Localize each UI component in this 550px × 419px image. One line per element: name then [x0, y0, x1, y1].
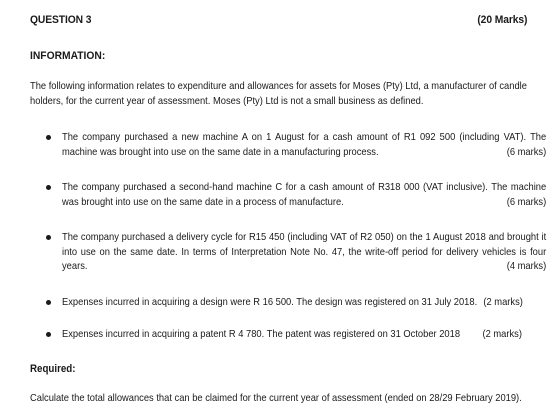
- required-heading: Required:: [30, 363, 76, 375]
- list-item-text: [62, 131, 546, 160]
- bullet-icon: [46, 185, 51, 190]
- list-item-text: [62, 181, 546, 210]
- question-title: QUESTION 3: [30, 14, 92, 26]
- item-marks: (6 marks): [506, 146, 547, 158]
- question-total-marks: (20 Marks): [477, 14, 527, 26]
- item-description: The company purchased a delivery cycle for R15 450 (including VAT of R2 050) on the 1 August 2018 and brought it into use on the same date. In terms of Interpretation Note No. 47, the write-off period for delivery vehicles is four years.: [62, 232, 547, 272]
- item-description: The company purchased a second-hand machine C for a cash amount of R318 000 (VAT inclusive). The machine was brought into use on the same date in a process of manufacture.: [62, 182, 547, 208]
- item-marks: (2 marks): [483, 297, 523, 308]
- item-marks: (6 marks): [506, 196, 547, 208]
- item-description: Expenses incurred in acquiring a patent R 4 780. The patent was registered on 31 October 2018: [62, 329, 461, 340]
- item-marks: (4 marks): [506, 261, 547, 272]
- list-item-text: [62, 296, 546, 311]
- bullet-icon: [46, 300, 51, 305]
- bullet-icon: [46, 235, 51, 240]
- question-header: [30, 14, 527, 26]
- information-intro: The following information relates to expenditure and allowances for assets for Moses (Pty) Ltd, a manufacturer of candle holders, for the current year of assessment. Moses (Pty) Ltd is not a small business as defined.: [30, 81, 527, 107]
- item-description: The company purchased a new machine A on 1 August for a cash amount of R1 092 500 (including VAT). The machine was brought into use on the same date in a manufacturing process.: [62, 132, 547, 158]
- information-heading: INFORMATION:: [30, 50, 106, 62]
- list-item-text: [62, 328, 546, 343]
- bullet-icon: [46, 332, 51, 337]
- bullet-icon: [46, 135, 51, 140]
- list-item-text: [62, 231, 546, 275]
- item-marks: (2 marks): [482, 329, 522, 340]
- item-description: Expenses incurred in acquiring a design were R 16 500. The design was registered on 31 July 2018.: [62, 297, 478, 308]
- required-task: Calculate the total allowances that can be claimed for the current year of assessment (ended on 28/29 February 2019).: [30, 393, 522, 404]
